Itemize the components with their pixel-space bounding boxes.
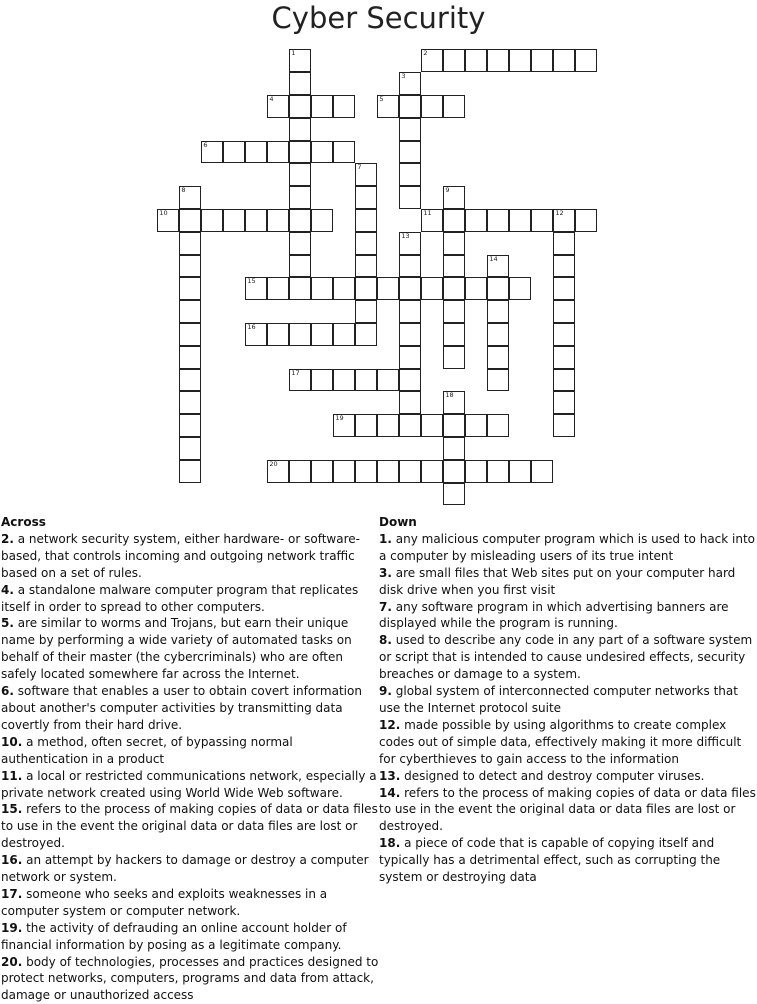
clue-text: a network security system, either hardware- or software-based, that controls incoming and outgoing network traffic based on a set of rules. <box>1 531 360 580</box>
clue-number: 7. <box>379 599 392 614</box>
clue-number: 9. <box>379 684 392 699</box>
clue-number-label: 19 <box>335 414 344 423</box>
grid-cell[interactable] <box>443 346 465 369</box>
clue-text: refers to the process of making copies of data or data files to use in the event the original data or data files are lost or destroyed. <box>1 802 378 851</box>
clue-number-label: 10 <box>159 208 168 217</box>
clue-across <box>1 531 381 582</box>
grid-cell[interactable] <box>179 460 201 483</box>
grid-cell[interactable] <box>443 323 465 346</box>
grid-cell[interactable] <box>399 186 421 209</box>
clue-down <box>379 531 757 565</box>
grid-cell[interactable] <box>179 186 201 209</box>
clue-text: refers to the process of making copies of data or data files to use in the event the original data or data files are lost or destroyed. <box>379 785 756 834</box>
grid-cell[interactable] <box>289 95 311 118</box>
grid-cell[interactable] <box>289 49 311 72</box>
clue-number: 12. <box>379 717 401 732</box>
grid-cell[interactable] <box>399 460 421 483</box>
clue-number: 6. <box>1 684 14 699</box>
clue-number-label: 4 <box>269 94 274 103</box>
grid-cell[interactable] <box>553 300 575 323</box>
grid-cell[interactable] <box>465 414 487 437</box>
clue-across <box>1 920 381 954</box>
clue-number-label: 14 <box>489 254 498 263</box>
clue-text: are similar to worms and Trojans, but earn their unique name by performing a wide variety of automated tasks on behalf of their master (the cybercriminals) who are often safely located somewhere far across the Internet. <box>1 616 352 682</box>
clue-text: a piece of code that is capable of copying itself and typically has a detrimental effect, such as corrupting the system or destroying data <box>379 836 721 885</box>
grid-cell[interactable] <box>289 141 311 164</box>
grid-cell[interactable] <box>355 209 377 232</box>
grid-cell[interactable] <box>333 95 355 118</box>
grid-cell[interactable] <box>377 414 399 437</box>
grid-cell[interactable] <box>487 346 509 369</box>
grid-cell[interactable] <box>575 49 597 72</box>
grid-cell[interactable] <box>289 186 311 209</box>
grid-cell[interactable] <box>267 95 289 118</box>
clue-down <box>379 717 757 768</box>
clue-text: someone who seeks and exploits weaknesses in a computer system or computer network. <box>1 886 328 918</box>
grid-cell[interactable] <box>289 209 311 232</box>
grid-cell[interactable] <box>311 95 333 118</box>
clue-down <box>379 565 757 599</box>
grid-cell[interactable] <box>443 391 465 414</box>
page-title: Cyber Security <box>271 1 486 35</box>
grid-cell[interactable] <box>355 323 377 346</box>
clue-number-label: 11 <box>423 208 432 217</box>
grid-cell[interactable] <box>289 277 311 300</box>
clue-text: are small files that Web sites put on your computer hard disk drive when you first visit <box>379 565 736 597</box>
grid-cell[interactable] <box>355 414 377 437</box>
grid-cell[interactable] <box>487 323 509 346</box>
grid-cell[interactable] <box>267 141 289 164</box>
grid-cell[interactable] <box>355 300 377 323</box>
clue-number-label: 9 <box>445 186 450 195</box>
grid-cell[interactable] <box>553 255 575 278</box>
grid-cell[interactable] <box>311 460 333 483</box>
grid-cell[interactable] <box>553 277 575 300</box>
grid-cell[interactable] <box>531 209 553 232</box>
clue-number: 5. <box>1 616 14 631</box>
grid-cell[interactable] <box>223 209 245 232</box>
grid-cell[interactable] <box>355 277 377 300</box>
clue-number: 10. <box>1 734 23 749</box>
grid-cell[interactable] <box>421 414 443 437</box>
grid-cell[interactable] <box>179 369 201 392</box>
grid-cell[interactable] <box>421 209 443 232</box>
grid-cell[interactable] <box>201 141 223 164</box>
grid-cell[interactable] <box>267 277 289 300</box>
grid-cell[interactable] <box>531 460 553 483</box>
grid-cell[interactable] <box>179 209 201 232</box>
grid-cell[interactable] <box>289 163 311 186</box>
grid-cell[interactable] <box>311 209 333 232</box>
clue-number: 3. <box>379 565 392 580</box>
grid-cell[interactable] <box>179 277 201 300</box>
grid-cell[interactable] <box>377 369 399 392</box>
clue-down <box>379 835 757 886</box>
grid-cell[interactable] <box>487 209 509 232</box>
grid-cell[interactable] <box>399 163 421 186</box>
grid-cell[interactable] <box>399 141 421 164</box>
clue-number-label: 13 <box>401 231 410 240</box>
clue-text: any software program in which advertising banners are displayed while the program is running. <box>379 599 729 631</box>
down-heading: Down <box>379 515 417 529</box>
clue-down <box>379 768 757 785</box>
clue-across <box>1 852 381 886</box>
grid-cell[interactable] <box>399 255 421 278</box>
grid-cell[interactable] <box>399 277 421 300</box>
grid-cell[interactable] <box>179 414 201 437</box>
grid-cell[interactable] <box>443 414 465 437</box>
clue-across <box>1 615 381 683</box>
grid-cell[interactable] <box>377 460 399 483</box>
grid-cell[interactable] <box>289 255 311 278</box>
clue-text: software that enables a user to obtain covert information about another's computer activities by transmitting data covertly from their hard drive. <box>1 684 362 732</box>
clue-number: 20. <box>1 954 23 969</box>
grid-cell[interactable] <box>443 49 465 72</box>
grid-cell[interactable] <box>179 346 201 369</box>
clue-number: 17. <box>1 886 23 901</box>
grid-cell[interactable] <box>509 460 531 483</box>
grid-cell[interactable] <box>267 323 289 346</box>
grid-cell[interactable] <box>487 414 509 437</box>
clue-text: global system of interconnected computer networks that use the Internet protocol suite <box>379 684 738 715</box>
grid-cell[interactable] <box>553 391 575 414</box>
clue-text: designed to detect and destroy computer viruses. <box>404 768 705 783</box>
grid-cell[interactable] <box>443 209 465 232</box>
clue-text: a standalone malware computer program that replicates itself in order to spread to other computers. <box>1 582 359 614</box>
grid-cell[interactable] <box>465 460 487 483</box>
clue-number-label: 1 <box>291 49 296 58</box>
grid-cell[interactable] <box>399 414 421 437</box>
clue-number-label: 16 <box>247 322 256 331</box>
grid-cell[interactable] <box>289 72 311 95</box>
clue-number-label: 17 <box>291 368 300 377</box>
grid-cell[interactable] <box>201 209 223 232</box>
grid-cell[interactable] <box>377 95 399 118</box>
grid-cell[interactable] <box>421 49 443 72</box>
clue-down <box>379 599 757 633</box>
clue-number-label: 5 <box>379 94 384 103</box>
clue-number-label: 20 <box>269 459 278 468</box>
grid-cell[interactable] <box>179 232 201 255</box>
grid-cell[interactable] <box>179 300 201 323</box>
clue-across <box>1 801 381 852</box>
clue-number-label: 7 <box>357 163 362 172</box>
grid-cell[interactable] <box>333 369 355 392</box>
grid-cell[interactable] <box>509 277 531 300</box>
grid-cell[interactable] <box>355 369 377 392</box>
grid-cell[interactable] <box>311 323 333 346</box>
grid-cell[interactable] <box>487 277 509 300</box>
grid-cell[interactable] <box>553 369 575 392</box>
grid-cell[interactable] <box>443 437 465 460</box>
grid-cell[interactable] <box>465 277 487 300</box>
grid-cell[interactable] <box>553 323 575 346</box>
grid-cell[interactable] <box>333 414 355 437</box>
clue-number: 19. <box>1 920 23 935</box>
grid-cell[interactable] <box>399 95 421 118</box>
grid-cell[interactable] <box>399 300 421 323</box>
grid-cell[interactable] <box>355 460 377 483</box>
grid-cell[interactable] <box>531 49 553 72</box>
grid-cell[interactable] <box>355 186 377 209</box>
grid-cell[interactable] <box>223 141 245 164</box>
clue-number: 4. <box>1 582 14 597</box>
grid-cell[interactable] <box>443 186 465 209</box>
grid-cell[interactable] <box>443 460 465 483</box>
grid-cell[interactable] <box>553 49 575 72</box>
clue-number-label: 8 <box>181 186 186 195</box>
clue-number: 8. <box>379 633 392 648</box>
grid-cell[interactable] <box>289 232 311 255</box>
grid-cell[interactable] <box>443 255 465 278</box>
grid-cell[interactable] <box>355 163 377 186</box>
clue-across <box>1 954 381 1004</box>
grid-cell[interactable] <box>399 72 421 95</box>
clue-across <box>1 734 381 768</box>
grid-cell[interactable] <box>443 277 465 300</box>
clue-number: 1. <box>379 531 392 546</box>
grid-cell[interactable] <box>509 209 531 232</box>
clue-number: 2. <box>1 531 14 546</box>
clue-text: an attempt by hackers to damage or destroy a computer network or system. <box>1 853 369 885</box>
grid-cell[interactable] <box>179 391 201 414</box>
grid-cell[interactable] <box>157 209 179 232</box>
clue-across <box>1 683 381 734</box>
grid-cell[interactable] <box>289 323 311 346</box>
grid-cell[interactable] <box>443 95 465 118</box>
clue-text: the activity of defrauding an online account holder of financial information by posing as a legitimate company. <box>1 920 347 952</box>
clue-across <box>1 768 381 802</box>
grid-cell[interactable] <box>487 255 509 278</box>
grid-cell[interactable] <box>377 277 399 300</box>
grid-cell[interactable] <box>443 483 465 506</box>
grid-cell[interactable] <box>245 323 267 346</box>
crossword-grid <box>158 50 600 510</box>
clue-number-label: 2 <box>423 49 428 58</box>
grid-cell[interactable] <box>421 277 443 300</box>
clue-number: 13. <box>379 768 401 783</box>
grid-cell[interactable] <box>355 255 377 278</box>
grid-cell[interactable] <box>399 232 421 255</box>
clue-number-label: 15 <box>247 277 256 286</box>
clue-number-label: 12 <box>555 208 564 217</box>
grid-cell[interactable] <box>509 49 531 72</box>
grid-cell[interactable] <box>399 346 421 369</box>
grid-cell[interactable] <box>399 323 421 346</box>
grid-cell[interactable] <box>465 49 487 72</box>
clue-text: any malicious computer program which is used to hack into a computer by misleading users of its true intent <box>379 531 756 563</box>
clue-down <box>379 785 757 836</box>
clue-number: 14. <box>379 785 401 800</box>
clue-number: 15. <box>1 802 23 817</box>
grid-cell[interactable] <box>267 460 289 483</box>
grid-cell[interactable] <box>487 369 509 392</box>
clue-across <box>1 582 381 616</box>
clue-down <box>379 632 757 683</box>
grid-cell[interactable] <box>333 323 355 346</box>
grid-cell[interactable] <box>333 141 355 164</box>
grid-cell[interactable] <box>487 300 509 323</box>
grid-cell[interactable] <box>487 49 509 72</box>
grid-cell[interactable] <box>421 95 443 118</box>
clue-number-label: 3 <box>401 72 406 81</box>
clue-text: a local or restricted communications network, especially a private network created using World Wide Web software. <box>1 768 377 800</box>
clue-number: 18. <box>379 836 401 851</box>
grid-cell[interactable] <box>443 300 465 323</box>
clue-text: used to describe any code in any part of a software system or script that is intended to cause undesired effects, security breaches or damage to a system. <box>379 633 753 682</box>
grid-cell[interactable] <box>245 209 267 232</box>
clue-text: body of technologies, processes and practices designed to protect networks, computers, programs and data from attack, damage or unauthorized access <box>1 954 379 1003</box>
grid-cell[interactable] <box>311 141 333 164</box>
grid-cell[interactable] <box>289 460 311 483</box>
down-clues <box>379 514 757 886</box>
grid-cell[interactable] <box>333 460 355 483</box>
grid-cell[interactable] <box>289 118 311 141</box>
grid-cell[interactable] <box>245 141 267 164</box>
grid-cell[interactable] <box>355 232 377 255</box>
grid-cell[interactable] <box>267 209 289 232</box>
grid-cell[interactable] <box>465 209 487 232</box>
grid-cell[interactable] <box>553 414 575 437</box>
clue-text: made possible by using algorithms to create complex codes out of simple data, effectively making it more difficult for cyberthieves to gain access to the information <box>379 717 742 766</box>
grid-cell[interactable] <box>289 369 311 392</box>
grid-cell[interactable] <box>333 277 355 300</box>
grid-cell[interactable] <box>575 209 597 232</box>
grid-cell[interactable] <box>553 232 575 255</box>
clue-number-label: 6 <box>203 140 208 149</box>
across-clues <box>1 514 381 1004</box>
grid-cell[interactable] <box>311 277 333 300</box>
grid-cell[interactable] <box>443 232 465 255</box>
grid-cell[interactable] <box>179 323 201 346</box>
grid-cell[interactable] <box>487 460 509 483</box>
grid-cell[interactable] <box>179 437 201 460</box>
clue-number: 16. <box>1 853 23 868</box>
clue-across <box>1 886 381 920</box>
across-heading: Across <box>1 515 46 529</box>
grid-cell[interactable] <box>553 346 575 369</box>
grid-cell[interactable] <box>553 209 575 232</box>
grid-cell[interactable] <box>399 369 421 392</box>
clue-down <box>379 683 757 717</box>
grid-cell[interactable] <box>399 391 421 414</box>
grid-cell[interactable] <box>245 277 267 300</box>
grid-cell[interactable] <box>311 369 333 392</box>
grid-cell[interactable] <box>399 118 421 141</box>
clue-number-label: 18 <box>445 391 454 400</box>
clue-number: 11. <box>1 768 23 783</box>
clue-text: a method, often secret, of bypassing normal authentication in a product <box>1 734 293 766</box>
grid-cell[interactable] <box>421 460 443 483</box>
grid-cell[interactable] <box>179 255 201 278</box>
